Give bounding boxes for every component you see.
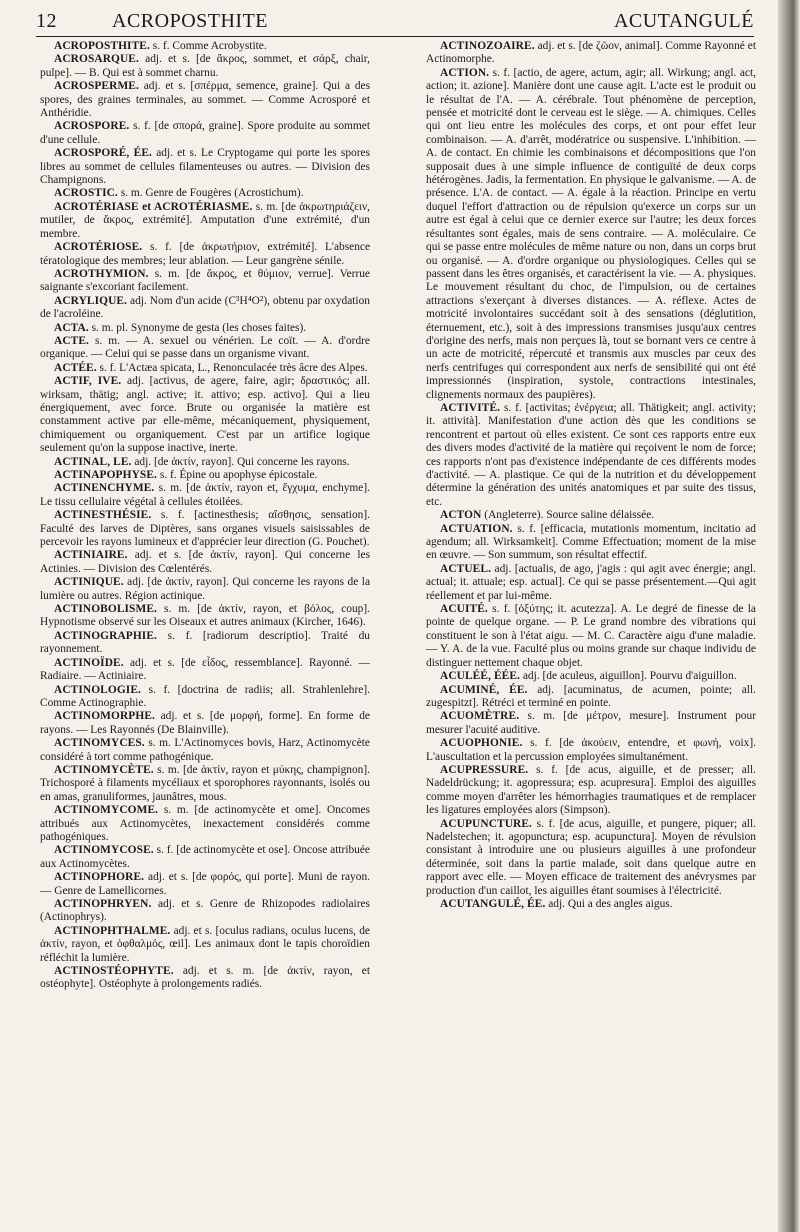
entry-definition: s. f. [actinesthesis; αἴσθησις, sensation]. Faculté des larves de Diptères, sans organes visuels saisissables de percevoir les rayons lumineux et d'apprécier leur direction (G. Pouchet). bbox=[40, 509, 370, 549]
entry-definition: s. f. [radiorum descriptio]. Traité du rayonnement. bbox=[40, 629, 370, 656]
entry-headword: ACROPOSTHITE. bbox=[54, 40, 150, 52]
dictionary-entry bbox=[426, 737, 756, 764]
dictionary-entry bbox=[40, 362, 370, 375]
entry-definition: adj. et s. [de εἶδος, ressemblance]. Rayonné. — Radiaire. — Actiniaire. bbox=[40, 656, 370, 683]
entry-definition: s. m. [de ἄκρος, et θύμιον, verrue]. Verrue saignante s'excoriant facilement. bbox=[40, 267, 370, 294]
entry-headword: ACTINOMYCES. bbox=[54, 737, 145, 750]
dictionary-entry bbox=[40, 456, 370, 469]
entry-headword: ACTION. bbox=[440, 66, 490, 79]
entry-definition: adj. Nom d'un acide (C³H⁴O²), obtenu par oxydation de l'acroléine. bbox=[40, 294, 370, 321]
page-edge-shadow bbox=[778, 0, 800, 1232]
entry-headword: ACTINESTHÉSIE. bbox=[54, 509, 152, 522]
dictionary-entry bbox=[40, 80, 370, 120]
dictionary-entry bbox=[40, 40, 370, 53]
dictionary-entry bbox=[40, 925, 370, 965]
dictionary-entry bbox=[426, 898, 756, 911]
entry-definition: s. f. [efficacia, mutationis momentum, incitatio ad agendum; all. Wirksamkeit]. Comme Effectuation; moment de la mise en œuvre. — Son summum, son résultat effectif. bbox=[426, 522, 756, 562]
entry-headword: ACTINOBOLISME. bbox=[54, 603, 157, 616]
entry-definition: adj. et s. [de φορός, qui porte]. Muni de rayon. — Genre de Lamellicornes. bbox=[40, 871, 370, 897]
dictionary-entry bbox=[40, 268, 370, 295]
entry-headword: ACTA. bbox=[54, 321, 89, 334]
dictionary-entry bbox=[40, 549, 370, 576]
entry-headword: ACUITÉ. bbox=[440, 603, 488, 616]
entry-headword: ACTINOPHORE. bbox=[54, 871, 145, 884]
entry-headword: ACTINOPHTHALME. bbox=[54, 924, 171, 937]
dictionary-entry bbox=[40, 804, 370, 844]
entry-headword: ACUOPHONIE. bbox=[440, 737, 523, 750]
dictionary-entry bbox=[40, 737, 370, 764]
entry-headword: ACTIF, IVE. bbox=[54, 375, 122, 388]
dictionary-entry bbox=[426, 40, 756, 67]
dictionary-entry bbox=[40, 764, 370, 804]
entry-definition: s. m. L'Actinomyces bovis, Harz, Actinomycète considéré à tort comme pathogénique. bbox=[40, 737, 370, 763]
entry-definition: s. f. [de actinomycète et ose]. Oncose attribuée aux Actinomycètes. bbox=[40, 844, 370, 870]
entry-headword: ACTINAL, LE. bbox=[54, 455, 132, 468]
entry-definition: s. m. pl. Synonyme de gesta (les choses faites). bbox=[88, 321, 307, 334]
entry-definition: s. f. Comme Acrobystite. bbox=[149, 40, 267, 52]
dictionary-entry bbox=[40, 898, 370, 925]
entry-definition: adj. et s. m. [de ἀκτίν, rayon, et ostéophyte]. Ostéophyte à prolongements radiés. bbox=[40, 965, 370, 991]
dictionary-entry bbox=[40, 53, 370, 80]
entry-headword: ACULÉÉ, ÉÉE. bbox=[440, 670, 521, 683]
left-column bbox=[40, 40, 370, 1220]
entry-definition: adj. [activus, de agere, faire, agir; δραστικός; all. wirksam, thätig; angl. active; it. attivo; esp. activo]. Qui a lieu énergiquement, avec force. Brute ou organisée la matière est constamment active par elle-même, mécaniquement, physiquement, chimiquement ou organiquement. C'est par un artifice logique seulement qu'on la suppose inactive, inerte. bbox=[40, 375, 370, 455]
entry-headword: ACUMINÉ, ÉE. bbox=[440, 683, 528, 696]
entry-headword: ACUPUNCTURE. bbox=[440, 817, 533, 830]
dictionary-entry bbox=[40, 322, 370, 335]
entry-headword: ACROSARQUE. bbox=[54, 53, 139, 66]
header-rule bbox=[36, 36, 754, 37]
entry-definition: s. m. [de μέτρον, mesure]. Instrument pour mesurer l'acuité auditive. bbox=[426, 710, 756, 736]
entry-definition: adj. [de aculeus, aiguillon]. Pourvu d'aiguillon. bbox=[520, 670, 737, 683]
entry-headword: ACUPRESSURE. bbox=[440, 763, 529, 776]
entry-headword: ACTINOMYCOSE. bbox=[54, 844, 154, 857]
page-number: 12 bbox=[36, 10, 57, 32]
entry-definition: s. f. [ὀξύτης; it. acutezza]. A. Le degré de finesse de la pointe de quelque organe. — P. Le grand nombre des vibrations qui constituent le son à l'état aigu. — M. C. Caractère aigu d'une maladie. — Y. A. de la vue. Faculté plus ou moins grande sur chaque individu de distinguer nettement chaque objet. bbox=[426, 603, 756, 669]
dictionary-entry bbox=[40, 603, 370, 630]
dictionary-entry bbox=[40, 576, 370, 603]
dictionary-entry bbox=[40, 375, 370, 455]
dictionary-entry bbox=[40, 201, 370, 241]
dictionary-entry bbox=[426, 67, 756, 402]
entry-headword: ACTINOGRAPHIE. bbox=[54, 629, 157, 642]
entry-definition: s. f. [de ἀκούειν, entendre, et φωνή, voix]. L'auscultation et la percussion employées simultanément. bbox=[426, 737, 756, 763]
dictionary-entry bbox=[426, 670, 756, 683]
entry-headword: ACTINOPHRYEN. bbox=[54, 898, 152, 910]
entry-definition: adj. et s. [de ἀκτίν, rayon]. Qui concerne les Actinies. — Division des Cœlentérés. bbox=[40, 549, 370, 575]
entry-definition: s. f. L'Actæa spicata, L., Renonculacée très âcre des Alpes. bbox=[96, 361, 368, 374]
entry-definition: adj. et s. [oculus radians, oculus lucens, de ἀκτίν, rayon, et ὀφθαλμός, œil]. Les animaux dont le tapis choroïdien réfléchit la lumière. bbox=[40, 924, 370, 964]
right-running-head: ACUTANGULÉ bbox=[613, 10, 754, 32]
dictionary-entry bbox=[40, 147, 370, 187]
dictionary-entry bbox=[40, 469, 370, 482]
right-column bbox=[426, 40, 756, 1220]
entry-definition: s. f. [de acus, aiguille, et pungere, piquer; all. Nadelstechen; it. agopunctura; esp. acupunctura]. Moyen de révulsion consistant à introduire une ou plusieurs aiguilles à une profondeur déterminée, soit dans la partie malade, soit dans quelque autre en rapport avec elle. — Moyen efficace de traitement des anévrysmes par production d'un caillot, les aiguilles étant soumises à l'électricité. bbox=[426, 817, 756, 897]
entry-definition: adj. et s. [de μορφή, forme]. En forme de rayons. — Les Rayonnés (De Blainville). bbox=[40, 710, 370, 736]
entry-headword: ACTUEL. bbox=[440, 562, 492, 575]
entry-definition: s. m. [de ἀκτίν, rayon et, ἔγχυμα, enchyme]. Le tissu cellulaire végétal à cellules étoilées. bbox=[40, 482, 370, 508]
dictionary-entry bbox=[40, 241, 370, 268]
entry-definition: adj. et s. Genre de Rhizopodes radiolaires (Actinophrys). bbox=[40, 898, 370, 924]
entry-headword: ACROTÉRIOSE. bbox=[54, 241, 143, 254]
dictionary-entry bbox=[426, 523, 756, 563]
dictionary-entry bbox=[40, 295, 370, 322]
entry-definition: s. f. [de acus, aiguille, et de presser; all. Nadeldrückung; it. agopressura; esp. acupresura]. Emploi des aiguilles comme moyen d'arrêter les hémorrhagies traumatiques et de remplacer les ligatures employées alors (Simpson). bbox=[426, 763, 756, 817]
entry-definition: adj. et s. [σπέρμα, semence, graine]. Qui a des spores, des graines terminales, au sommet. — Comme Acrosporé et Anthéridie. bbox=[40, 80, 370, 120]
entry-definition: s. m. — A. sexuel ou vénérien. Le coït. — A. d'ordre organique. — Celui qui se passe dans un organisme vivant. bbox=[40, 334, 370, 361]
dictionary-entry bbox=[40, 120, 370, 147]
entry-definition: s. f. [actio, de agere, actum, agir; all. Wirkung; angl. act, action; it. azione]. Manière dont une cause agit. L'acte est le produit ou le résultat de l'A. — A. cérébrale. Tout phénomène de perception, pensée et motricité dont le cerveau est le siège. — A. chimiques. Celles qui ont lieu entre les molécules des corps, et ont pour effet leur combinaison. — A. d'arrêt, modératrice ou suspensive. L'inhibition. — A. de contact. En chimie les combinaisons et décompositions que l'on supposait dues à une simple influence de contiguïté de deux corps hétérogènes. Jadis, la fermentation. En physique le galvanisme. — A. de présence. L'A. de contact. — A. égale à la réaction. Principe en vertu duquel l'effort d'attraction ou de répulsion qu'exerce un corps sur un autre est égal à celui que ce dernier exerce sur l'autre; les deux forces résultantes sont égales, mais de sens contraire. — A. moléculaire. Ce qui se passe entre molécules de même nature ou non, dans un corps brut ou organisé. — A. d'ordre organique ou physiologiques. Celles qui se passent dans les êtres organisés, et caractérisent la vie. — A. physiques. Le mouvement résultant du choc, de l'impulsion, ou de certaines attractions s'exerçant à diverses distances. — A. réflexe. Actes de motricité involontaires succédant soit à des sensations (déglutition, éternuement, etc.), soit à des impressions transmises jusqu'aux centres d'origine des nerfs, mais non perçues là, tout se bornant vers ce centre à un acte de motricité, répercuté et transmis aux muscles par ceux des nerfs centrifuges qui correspondent aux nerfs de sensibilité qui ont été impressionnés (inspiration, systole, contractions intestinales, clignements normaux des paupières). bbox=[426, 66, 756, 401]
entry-definition: s. m. [de ἀκτίν, rayon et μύκης, champignon]. Trichosporé à filaments mycéliaux et sporophores rayonnants, isolés ou en amas, granuliformes, jaunâtres, mous. bbox=[40, 763, 370, 803]
entry-definition: s. f. Épine ou apophyse épicostale. bbox=[156, 469, 318, 481]
running-header bbox=[36, 4, 754, 36]
entry-definition: adj. [de ἀκτίν, rayon]. Qui concerne les rayons de la lumière ou autres. Région actinique. bbox=[40, 576, 370, 602]
dictionary-entry bbox=[426, 764, 756, 818]
entry-definition: adj. [acuminatus, de acumen, pointe; all. zugespitzt]. Rétréci et terminé en pointe. bbox=[426, 683, 756, 709]
entry-definition: s. m. [de actinomycète et ome]. Oncomes attribués aux Actinomycètes, inexactement considérés comme pathogéniques. bbox=[40, 804, 370, 843]
dictionary-entry bbox=[426, 684, 756, 711]
entry-headword: ACTINOMYCÈTE. bbox=[54, 763, 154, 776]
entry-headword: ACTÉE. bbox=[54, 361, 97, 374]
entry-headword: ACTE. bbox=[54, 334, 89, 347]
entry-headword: ACROSTIC. bbox=[54, 187, 118, 200]
entry-headword: ACUTANGULÉ, ÉE. bbox=[440, 898, 546, 910]
dictionary-entry bbox=[40, 710, 370, 737]
entry-headword: ACROSPERME. bbox=[54, 80, 139, 93]
dictionary-entry bbox=[40, 965, 370, 992]
entry-headword: ACTINOMYCOME. bbox=[54, 804, 159, 817]
entry-definition: adj. Qui a des angles aigus. bbox=[545, 898, 673, 910]
entry-headword: ACTON bbox=[440, 509, 482, 522]
entry-definition: s. f. [de σπορά, graine]. Spore produite au sommet d'une cellule. bbox=[40, 120, 370, 146]
entry-definition: adj. et s. [de ζῶον, animal]. Comme Rayonné et Actinomorphe. bbox=[426, 40, 756, 66]
entry-definition: s. m. [de ἀκτίν, rayon, et βόλος, coup]. Hypnotisme observé sur les Oiseaux et autres animaux (Kircher, 1646). bbox=[40, 603, 370, 629]
dictionary-entry bbox=[40, 844, 370, 871]
dictionary-entry bbox=[426, 563, 756, 603]
dictionary-entry bbox=[426, 710, 756, 737]
entry-headword: ACTINOSTÉOPHYTE. bbox=[54, 965, 174, 978]
entry-headword: ACTINENCHYME. bbox=[54, 482, 155, 495]
dictionary-entry bbox=[40, 335, 370, 362]
entry-definition: s. m. [de ἀκρωτηριάζειν, mutiler, de ἄκρος, extrémité]. Amputation d'une extrémité, d'un membre. bbox=[40, 200, 370, 240]
entry-definition: adj. et s. [de ἄκρος, sommet, et σάρξ, chair, pulpe]. — B. Qui est à sommet charnu. bbox=[40, 53, 370, 79]
entry-headword: ACROSPORE. bbox=[54, 120, 130, 133]
dictionary-entry bbox=[40, 657, 370, 684]
dictionary-entry bbox=[40, 684, 370, 711]
dictionary-entry bbox=[426, 818, 756, 898]
entry-headword: ACTUATION. bbox=[440, 522, 513, 535]
dictionary-entry bbox=[40, 482, 370, 509]
entry-headword: ACTIVITÉ. bbox=[440, 401, 501, 414]
entry-definition: adj. [actualis, de ago, j'agis : qui agit avec énergie; angl. actual; it. attuale; esp. actual]. Ce qui se passe présentement.—Qui agit réellement et par lui-même. bbox=[426, 562, 756, 602]
dictionary-entry bbox=[40, 509, 370, 549]
entry-headword: ACROTHYMION. bbox=[54, 267, 149, 280]
entry-definition: adj. et s. Le Cryptogame qui porte les spores libres au sommet de cellules filamenteuses ou autres. — Division des Champignons. bbox=[40, 147, 370, 187]
entry-headword: ACROSPORÉ, ÉE. bbox=[54, 147, 152, 160]
entry-headword: ACRYLIQUE. bbox=[54, 294, 128, 307]
entry-headword: ACTINOZOAIRE. bbox=[440, 40, 535, 52]
dictionary-entry bbox=[426, 402, 756, 509]
dictionary-entry bbox=[426, 509, 756, 522]
entry-definition: s. f. [doctrina de radiis; all. Strahlenlehre]. Comme Actinographie. bbox=[40, 683, 370, 709]
entry-definition: s. m. Genre de Fougères (Acrostichum). bbox=[117, 187, 304, 200]
entry-headword: ACTINAPOPHYSE. bbox=[54, 469, 157, 481]
entry-definition: s. f. [activitas; ἐνέργεια; all. Thätigkeit; angl. activity; it. attività]. Manifestation d'une action dès que les conditions se rencontrent et partout où elles existent. Ce sont ces rapports entre eux des divers modes d'activité de la matière qui reçoivent le nom de force; ces rapports n'ont pas d'existence indépendante de ces différents modes d'activité. — A. plastique. Ce qui de la nutrition et du développement détermine la génération des unités anatomiques et par suite des tissus, etc. bbox=[426, 401, 756, 508]
entry-headword: ACTINOÏDE. bbox=[54, 656, 124, 669]
dictionary-entry bbox=[40, 187, 370, 200]
entry-headword: ACUOMÈTRE. bbox=[440, 710, 520, 723]
entry-definition: adj. [de ἀκτίν, rayon]. Qui concerne les rayons. bbox=[131, 455, 350, 468]
entry-headword: ACTINIAIRE. bbox=[54, 549, 128, 562]
dictionary-entry bbox=[426, 603, 756, 670]
dictionary-entry bbox=[40, 630, 370, 657]
dictionary-entry bbox=[40, 871, 370, 898]
entry-headword: ACTINOMORPHE. bbox=[54, 710, 155, 723]
entry-headword: ACTINOLOGIE. bbox=[54, 683, 141, 696]
entry-definition: s. f. [de ἀκρωτήριον, extrémité]. L'absence tératologique des membres; leur ablation. — Leur gangrène sénile. bbox=[40, 241, 370, 267]
entry-definition: (Angleterre). Source saline délaissée. bbox=[481, 509, 655, 522]
entry-headword: ACTINIQUE. bbox=[54, 576, 124, 589]
left-running-head: ACROPOSTHITE bbox=[112, 10, 269, 32]
entry-headword: ACROTÉRIASE et ACROTÉRIASME. bbox=[54, 200, 253, 213]
